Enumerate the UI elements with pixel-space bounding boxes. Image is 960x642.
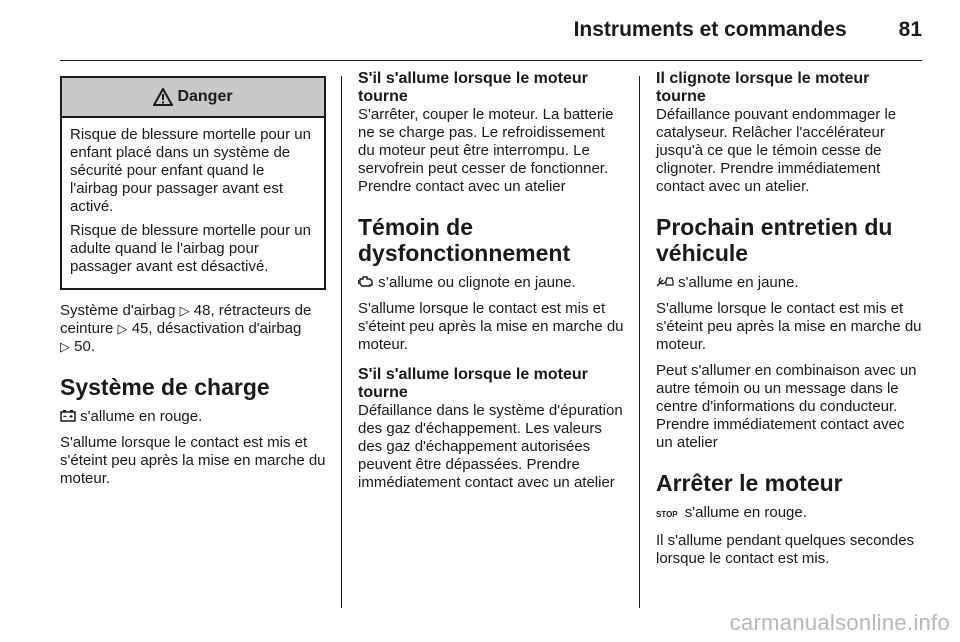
charge-symbol-text: s'allume en rouge.: [76, 408, 203, 425]
charge-text: S'allume lorsque le contact est mis et s'éteint peu après la mise en marche du moteur.: [60, 434, 326, 487]
danger-text-2: Risque de blessure mortelle pour un adulte quand le l'airbag pour passager avant est désactivé.: [70, 222, 311, 275]
ref-link-deactivation[interactable]: 50: [74, 338, 91, 355]
stop-symbol-line: [656, 504, 922, 524]
page-ref-icon: ▷: [117, 321, 128, 336]
wrench-car-icon: [656, 275, 674, 288]
section-heading-malfunction: Témoin de dysfonctionnement: [358, 214, 571, 266]
section-heading-service: Prochain entretien du véhicule: [656, 214, 893, 266]
charge-symbol-line: [60, 408, 326, 426]
ref-text: , désactivation d'airbag: [148, 320, 302, 337]
subheading-blinking: Il clignote lorsque le moteur tourne: [656, 70, 870, 105]
stop-text: Il s'allume pendant quelques secondes lorsque le contact est mis.: [656, 532, 915, 567]
stop-symbol-text: s'allume en rouge.: [680, 504, 807, 521]
watermark: carmanualsonline.info: [729, 610, 950, 635]
danger-body: [62, 118, 324, 288]
service-text-2: Peut s'allumer en combinaison avec un autre témoin ou un message dans le centre d'informations du conducteur. Prendre immédiatement contact avec un atelier: [656, 362, 917, 451]
column-3: [656, 70, 922, 576]
danger-header: [62, 78, 324, 118]
page-ref-icon: ▷: [179, 303, 190, 318]
ref-text: , rétracteurs de ceinture: [60, 302, 312, 337]
battery-icon: [60, 410, 76, 422]
malfunction-symbol-text: s’allume ou clignote en jaune.: [374, 274, 576, 291]
malfunction-symbol-line: [358, 274, 624, 292]
section-heading-charge: Système de charge: [60, 374, 270, 400]
column-2: [358, 70, 624, 500]
engine-icon: [358, 275, 374, 288]
blinking-text: Défaillance pouvant endommager le catalyseur. Relâcher l'accélérateur jusqu'à ce que le témoin cesse de clignoter. Prendre immédiatement contact avec un atelier.: [656, 106, 897, 195]
ref-link-belt[interactable]: 45: [131, 320, 149, 337]
page-number: 81: [898, 18, 922, 41]
reference-paragraph: [60, 302, 326, 356]
service-symbol-text: s'allume en jaune.: [674, 274, 799, 291]
header-rule: [60, 60, 922, 61]
page-ref-icon: ▷: [60, 339, 70, 354]
ref-text: Système d'airbag: [60, 302, 180, 319]
column-divider-1: [341, 76, 342, 608]
ref-text: .: [90, 338, 96, 355]
service-symbol-line: [656, 274, 922, 292]
danger-box: [60, 76, 326, 290]
subheading-running-2: S'il s'allume lorsque le moteur tourne: [358, 366, 588, 401]
danger-label: Danger: [177, 88, 233, 105]
column-1: [60, 70, 326, 496]
section-heading-stop: Arrêter le moteur: [656, 470, 843, 496]
column-divider-2: [639, 76, 640, 608]
stop-icon: STOP: [656, 510, 678, 519]
page-header: [60, 12, 922, 48]
service-text-1: S'allume lorsque le contact est mis et s'éteint peu après la mise en marche du moteur.: [656, 300, 922, 353]
malfunction-text: S'allume lorsque le contact est mis et s'éteint peu après la mise en marche du moteur.: [358, 300, 624, 353]
ref-link-airbag[interactable]: 48: [193, 302, 211, 319]
page-title: Instruments et commandes: [573, 18, 847, 41]
danger-text-1: Risque de blessure mortelle pour un enfant placé dans un système de sécurité pour enfant quand le l'airbag pour passager avant est activé.: [70, 126, 311, 215]
running-text-1: S'arrêter, couper le moteur. La batterie ne se charge pas. Le refroidissement du moteur peut être interrompu. Le servofrein peut cesser de fonctionner. Prendre contact avec un atelier: [358, 106, 614, 195]
subheading-running-1: S'il s'allume lorsque le moteur tourne: [358, 70, 588, 105]
warning-triangle-icon: [153, 88, 173, 106]
running-text-2: Défaillance dans le système d'épuration des gaz d'échappement. Les valeurs des gaz d'échappement autorisées peuvent être dépassées. Prendre immédiatement contact avec un atelier: [358, 402, 623, 491]
